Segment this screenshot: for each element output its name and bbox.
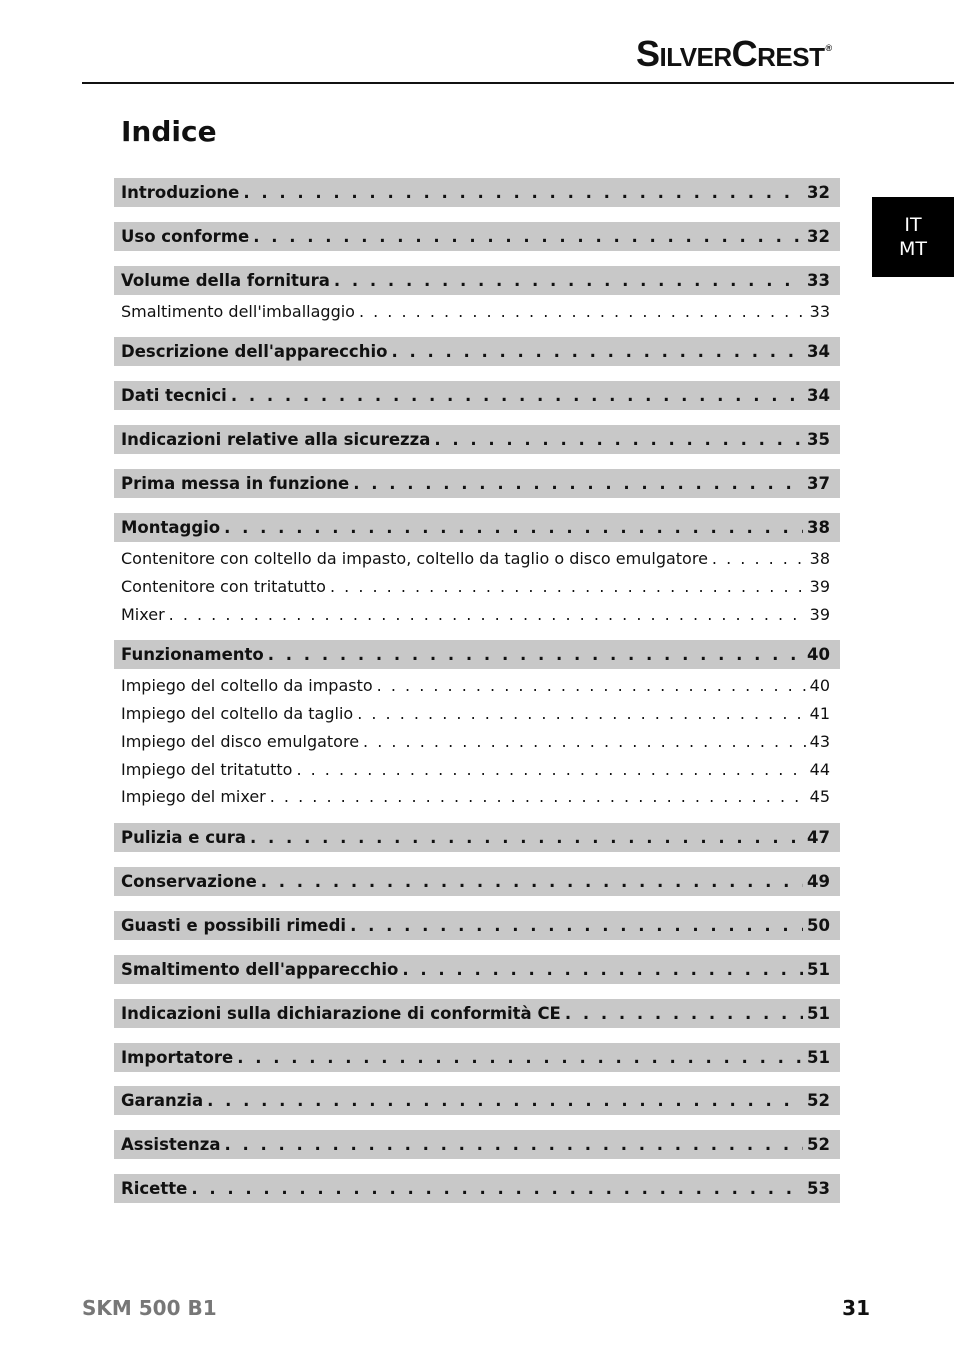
toc-leader [391, 342, 803, 361]
toc-leader [268, 645, 803, 664]
toc-entry-label: Conservazione [121, 872, 257, 891]
toc-leader [434, 430, 803, 449]
toc-entry-label: Prima messa in funzione [121, 474, 350, 493]
toc-entry[interactable] [114, 999, 840, 1028]
toc-entry-page: 47 [807, 828, 830, 847]
toc-entry[interactable] [114, 823, 840, 852]
toc-entry-label: Funzionamento [121, 645, 264, 664]
toc-leader [334, 271, 803, 290]
toc-entry-label: Uso conforme [121, 227, 250, 246]
toc-leader [243, 183, 803, 202]
toc-entry-label: Smaltimento dell'imballaggio [121, 301, 355, 321]
toc-leader [353, 474, 803, 493]
model-number: SKM 500 B1 [82, 1296, 217, 1320]
toc-entry[interactable] [114, 1174, 840, 1203]
toc-leader [207, 1091, 803, 1110]
toc-entry-page: 51 [807, 1004, 830, 1023]
toc-entry-label: Ricette [121, 1179, 188, 1198]
toc-entry-page: 34 [807, 386, 830, 405]
toc-leader [363, 732, 806, 751]
language-code-it: IT [904, 214, 922, 236]
toc-entry-label: Contenitore con tritatutto [121, 576, 326, 596]
toc-leader [330, 577, 806, 596]
toc-entry[interactable] [114, 425, 840, 454]
toc-subentry[interactable] [114, 699, 840, 727]
toc-subentry[interactable] [114, 671, 840, 699]
toc-entry-page: 35 [807, 430, 830, 449]
toc-entry-page: 40 [809, 675, 830, 695]
toc-leader [359, 302, 806, 321]
page-title: Indice [121, 115, 217, 148]
toc-entry-label: Indicazioni relative alla sicurezza [121, 430, 431, 449]
toc-entry-page: 32 [807, 183, 830, 202]
toc-entry[interactable] [114, 222, 840, 251]
toc-entry[interactable] [114, 266, 840, 295]
toc-entry-label: Garanzia [121, 1091, 204, 1110]
toc-leader [712, 549, 806, 568]
toc-entry-label: Contenitore con coltello da impasto, coltello da taglio o disco emulgatore [121, 548, 708, 568]
toc-leader [402, 960, 803, 979]
toc-entry[interactable] [114, 381, 840, 410]
toc-subentry[interactable] [114, 727, 840, 755]
toc-entry-label: Assistenza [121, 1135, 221, 1154]
toc-leader [565, 1004, 803, 1023]
toc-entry-label: Impiego del coltello da impasto [121, 675, 373, 695]
toc-entry-page: 37 [807, 474, 830, 493]
toc-leader [261, 872, 803, 891]
toc-entry-label: Introduzione [121, 183, 240, 202]
toc-leader [296, 760, 805, 779]
language-code-mt: MT [899, 238, 927, 260]
toc-subentry[interactable] [114, 782, 840, 810]
toc-entry-page: 44 [809, 759, 830, 779]
toc-entry-page: 33 [809, 301, 830, 321]
toc-leader [237, 1048, 803, 1067]
toc-entry-page: 45 [809, 786, 830, 806]
toc-entry-page: 41 [809, 703, 830, 723]
toc-entry-page: 52 [807, 1135, 830, 1154]
toc-entry-label: Impiego del disco emulgatore [121, 731, 360, 751]
toc-entry-label: Indicazioni sulla dichiarazione di conformità CE [121, 1004, 561, 1023]
toc-entry-label: Impiego del mixer [121, 786, 266, 806]
toc-entry-page: 43 [809, 731, 830, 751]
toc-entry[interactable] [114, 1086, 840, 1115]
toc-entry-page: 38 [807, 518, 830, 537]
toc-leader [253, 227, 803, 246]
toc-entry-page: 34 [807, 342, 830, 361]
toc-entry[interactable] [114, 178, 840, 207]
toc-subentry[interactable] [114, 755, 840, 783]
toc-leader [224, 518, 803, 537]
toc-entry-page: 49 [807, 872, 830, 891]
toc-leader [231, 386, 803, 405]
toc-subentry[interactable] [114, 544, 840, 572]
toc-entry[interactable] [114, 469, 840, 498]
page-number: 31 [842, 1296, 870, 1320]
toc-entry-page: 39 [809, 576, 830, 596]
toc-entry-page: 51 [807, 960, 830, 979]
toc-entry-page: 40 [807, 645, 830, 664]
toc-entry-label: Impiego del tritatutto [121, 759, 293, 779]
toc-entry-label: Impiego del coltello da taglio [121, 703, 354, 723]
toc-entry-label: Mixer [121, 604, 165, 624]
toc-entry-label: Volume della fornitura [121, 271, 330, 290]
toc-leader [191, 1179, 803, 1198]
toc-leader [270, 787, 806, 806]
toc-entry[interactable] [114, 1130, 840, 1159]
toc-entry-label: Smaltimento dell'apparecchio [121, 960, 399, 979]
toc-entry[interactable] [114, 337, 840, 366]
toc-entry-page: 38 [809, 548, 830, 568]
toc-entry[interactable] [114, 911, 840, 940]
toc-entry[interactable] [114, 867, 840, 896]
toc-entry-page: 39 [809, 604, 830, 624]
toc-entry-label: Pulizia e cura [121, 828, 247, 847]
toc-entry-page: 32 [807, 227, 830, 246]
toc-entry-page: 33 [807, 271, 830, 290]
toc-entry[interactable] [114, 955, 840, 984]
toc-entry-label: Dati tecnici [121, 386, 227, 405]
toc-entry-label: Descrizione dell'apparecchio [121, 342, 388, 361]
toc-entry-page: 53 [807, 1179, 830, 1198]
toc-subentry[interactable] [114, 600, 840, 628]
toc-leader [357, 704, 805, 723]
toc-leader [224, 1135, 803, 1154]
toc-subentry[interactable] [114, 297, 840, 325]
toc-subentry[interactable] [114, 572, 840, 600]
toc-entry-page: 51 [807, 1048, 830, 1067]
toc-entry-label: Importatore [121, 1048, 234, 1067]
toc-entry-page: 52 [807, 1091, 830, 1110]
toc-leader [169, 605, 806, 624]
toc-entry-label: Guasti e possibili rimedi [121, 916, 347, 935]
toc-entry[interactable] [114, 1043, 840, 1072]
toc-entry[interactable] [114, 513, 840, 542]
toc-leader [377, 676, 806, 695]
toc-leader [250, 828, 803, 847]
toc-entry-page: 50 [807, 916, 830, 935]
toc-entry[interactable] [114, 640, 840, 669]
toc-entry-label: Montaggio [121, 518, 221, 537]
silvercrest-logo: SILVERCREST® [636, 33, 832, 74]
toc-leader [350, 916, 803, 935]
